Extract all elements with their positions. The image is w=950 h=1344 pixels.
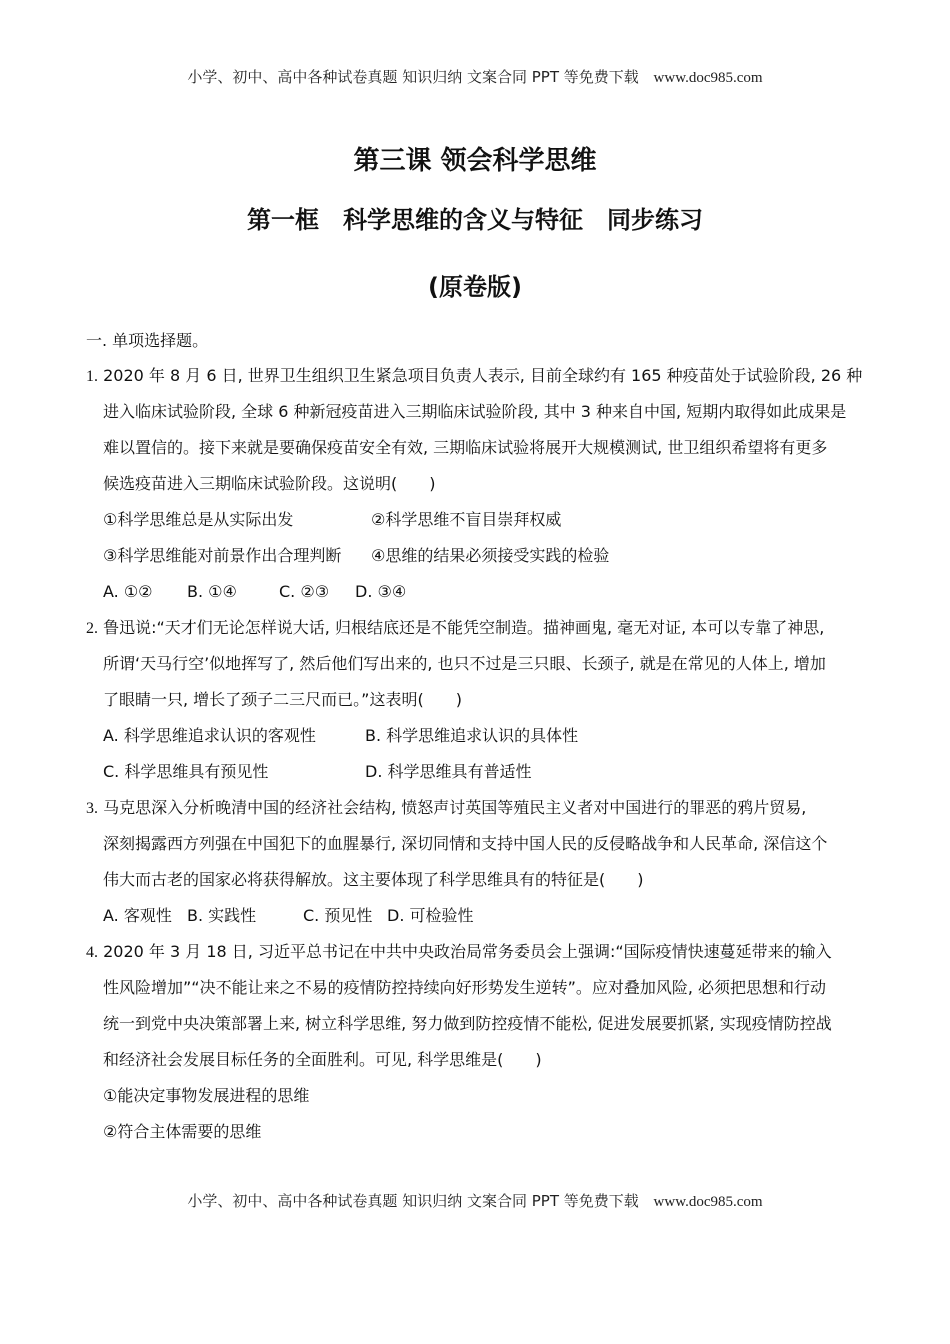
footer-url: www.doc985.com	[653, 1194, 763, 1210]
statement: ④思维的结果必须接受实践的检验	[371, 546, 610, 565]
choice-b: B. 科学思维追求认识的具体性	[365, 726, 579, 745]
question-number: 4.	[86, 944, 98, 961]
section-heading: 一. 单项选择题。	[86, 331, 209, 350]
choice-c: C. 科学思维具有预见性	[103, 762, 269, 781]
question-text-line: 进入临床试验阶段, 全球 6 种新冠疫苗进入三期临床试验阶段, 其中 3 种来自中国, 短期内取得如此成果是	[103, 402, 847, 421]
statement: ①科学思维总是从实际出发	[103, 510, 294, 529]
page-footer	[0, 1190, 950, 1211]
question-4	[86, 934, 876, 1150]
page-header	[0, 66, 950, 87]
question-text-line: 伟大而古老的国家必将获得解放。这主要体现了科学思维具有的特征是( )	[103, 870, 644, 889]
question-text-line: 性风险增加”“决不能让来之不易的疫情防控持续向好形势发生逆转”。应对叠加风险, 必须把思想和行动	[103, 978, 827, 997]
question-text-line: 鲁迅说:“天才们无论怎样说大话, 归根结底还是不能凭空制造。描神画鬼, 毫无对证, 本可以专靠了神思,	[103, 618, 825, 637]
statement: ②符合主体需要的思维	[103, 1122, 262, 1141]
choice-c: C. ②③	[279, 582, 330, 601]
choice-d: D. 可检验性	[387, 906, 474, 925]
question-text-line: 统一到党中央决策部署上来, 树立科学思维, 努力做到防控疫情不能松, 促进发展要抓紧, 实现疫情防控战	[103, 1014, 832, 1033]
question-text-line: 候选疫苗进入三期临床试验阶段。这说明( )	[103, 474, 436, 493]
question-number: 2.	[86, 620, 98, 637]
choice-d: D. ③④	[355, 582, 407, 601]
question-text-line: 难以置信的。接下来就是要确保疫苗安全有效, 三期临床试验将展开大规模测试, 世卫组织希望将有更多	[103, 438, 828, 457]
choice-b: B. 实践性	[187, 906, 257, 925]
lesson-title: 第三课 领会科学思维	[353, 146, 597, 176]
header-text: 小学、初中、高中各种试卷真题 知识归纳 文案合同 PPT 等免费下载	[187, 68, 639, 86]
question-text-line: 深刻揭露西方列强在中国犯下的血腥暴行, 深切同情和支持中国人民的反侵略战争和人民革命, 深信这个	[103, 834, 828, 853]
question-1	[86, 358, 876, 610]
choice-c: C. 预见性	[303, 906, 373, 925]
question-3	[86, 790, 876, 934]
statement: ③科学思维能对前景作出合理判断	[103, 546, 342, 565]
question-number: 3.	[86, 800, 98, 817]
choice-a: A. 客观性	[103, 906, 172, 925]
question-text-line: 了眼睛一只, 增长了颈子二三尺而已。”这表明( )	[103, 690, 462, 709]
question-number: 1.	[86, 368, 98, 385]
question-text-line: 2020 年 3 月 18 日, 习近平总书记在中共中央政治局常务委员会上强调:“国际疫情快速蔓延带来的输入	[103, 942, 832, 961]
statement: ①能决定事物发展进程的思维	[103, 1086, 310, 1105]
choice-a: A. 科学思维追求认识的客观性	[103, 726, 316, 745]
header-url: www.doc985.com	[653, 70, 763, 86]
question-2	[86, 610, 876, 790]
edition-title: (原卷版)	[428, 273, 522, 301]
choice-a: A. ①②	[103, 582, 153, 601]
choice-d: D. 科学思维具有普适性	[365, 762, 532, 781]
document-body	[86, 326, 876, 1150]
question-text-line: 2020 年 8 月 6 日, 世界卫生组织卫生紧急项目负责人表示, 目前全球约有 165 种疫苗处于试验阶段, 26 种	[103, 366, 863, 385]
section-title: 第一框 科学思维的含义与特征 同步练习	[247, 206, 703, 234]
question-text-line: 所谓‘天马行空’似地挥写了, 然后他们写出来的, 也只不过是三只眼、长颈子, 就是在常见的人体上, 增加	[103, 654, 826, 673]
footer-text: 小学、初中、高中各种试卷真题 知识归纳 文案合同 PPT 等免费下载	[187, 1192, 639, 1210]
choice-b: B. ①④	[187, 582, 237, 601]
question-text-line: 和经济社会发展目标任务的全面胜利。可见, 科学思维是( )	[103, 1050, 542, 1069]
question-text-line: 马克思深入分析晚清中国的经济社会结构, 愤怒声讨英国等殖民主义者对中国进行的罪恶的鸦片贸易,	[103, 798, 807, 817]
statement: ②科学思维不盲目崇拜权威	[371, 510, 562, 529]
